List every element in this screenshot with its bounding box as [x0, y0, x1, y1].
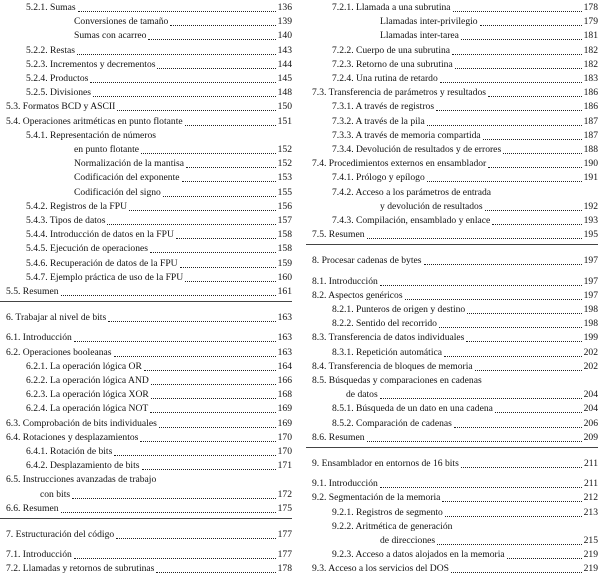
dot-leader	[180, 266, 276, 268]
dot-leader	[93, 95, 276, 97]
toc-entry-title: 6.3. Comprobación de bits individuales	[6, 417, 157, 429]
toc-entry[interactable]	[6, 502, 292, 516]
toc-entry-title: 5.2.3. Incrementos y decrementos	[26, 58, 156, 70]
toc-entry-title: 7.4. Procedimientos externos en ensamblador	[312, 158, 487, 170]
toc-page-number: 166	[277, 375, 292, 386]
toc-entry-title: 6.4.1. Rotación de bits	[26, 446, 113, 457]
toc-entry-title: de direcciones	[380, 535, 436, 546]
toc-entry[interactable]	[6, 100, 292, 114]
toc-entry-title: 6.4.2. Desplazamiento de bits	[26, 460, 140, 472]
toc-entry-title: 9.1. Introducción	[312, 478, 378, 490]
toc-entry[interactable]	[312, 289, 598, 303]
dot-leader	[440, 81, 582, 83]
toc-page-number: 175	[277, 502, 292, 514]
toc-entry-title: 7.2. Llamadas y retornos de subrutinas	[6, 563, 155, 575]
dot-leader	[380, 397, 582, 399]
toc-page-number: 163	[277, 312, 292, 324]
toc-entry[interactable]	[332, 58, 598, 72]
dot-leader	[427, 180, 582, 182]
dot-leader	[78, 10, 276, 12]
dot-leader	[108, 320, 275, 322]
dot-leader	[380, 284, 582, 286]
toc-entry[interactable]	[26, 1, 292, 15]
toc-entry[interactable]	[26, 402, 292, 416]
toc-entry[interactable]	[26, 214, 292, 228]
toc-page-number: 198	[583, 304, 598, 315]
toc-entry[interactable]	[332, 115, 598, 129]
toc-entry[interactable]	[312, 360, 598, 374]
toc-page-number: 197	[583, 275, 598, 287]
toc-chapter[interactable]	[6, 311, 292, 325]
toc-page-number: 191	[583, 172, 598, 184]
toc-page-number: 181	[583, 30, 598, 42]
toc-entry-title: 9.2.2. Aritmética de generación	[332, 520, 453, 532]
toc-entry-title: 9.3. Acceso a los servicios del DOS	[312, 563, 449, 575]
toc-entry-title: 7.3.2. A través de la pila	[332, 115, 425, 127]
toc-entry[interactable]	[332, 317, 598, 331]
toc-entry-title: 9.2. Segmentación de la memoria	[312, 492, 441, 504]
toc-page-number: 187	[583, 115, 598, 127]
toc-page-number: 193	[583, 215, 598, 226]
toc-entry[interactable]	[312, 477, 598, 491]
toc-entry-title: 5.2.1. Sumas	[26, 2, 76, 13]
toc-page-number: 197	[583, 289, 598, 301]
toc-page-number: 169	[277, 417, 292, 429]
toc-page-number: 183	[583, 73, 598, 84]
toc-page-number: 172	[277, 488, 292, 500]
toc-entry-title: en punto flotante	[74, 144, 140, 155]
toc-page-number: 178	[583, 2, 598, 13]
dot-leader	[424, 263, 582, 265]
dot-leader	[77, 53, 276, 55]
toc-entry-title: 8.4. Transferencia de bloques de memoria	[312, 360, 473, 372]
toc-entry-title: 7.5. Resumen	[312, 229, 365, 241]
toc-entry-title: 9.2.1. Registros de segmento	[332, 506, 443, 518]
toc-page-number: 139	[277, 16, 292, 28]
toc-entry-title: 5.3. Formatos BCD y ASCII	[6, 101, 116, 113]
toc-entry[interactable]	[6, 548, 292, 562]
toc-entry-title: 5.4.1. Representación de números	[26, 129, 157, 141]
toc-entry[interactable]	[26, 445, 292, 459]
toc-entry[interactable]	[332, 186, 598, 200]
dot-leader	[176, 237, 276, 239]
toc-entry-title: 5.4.2. Registros de la FPU	[26, 200, 128, 212]
toc-page-number: 187	[583, 129, 598, 141]
toc-page-number: 170	[277, 431, 292, 443]
dot-leader	[74, 340, 276, 342]
dot-leader	[453, 10, 582, 12]
toc-page-number: 158	[277, 243, 292, 255]
dot-leader	[114, 355, 276, 357]
toc-entry[interactable]	[332, 548, 598, 562]
dot-leader	[185, 280, 275, 282]
toc-entry-title: Conversiones de tamaño	[74, 16, 169, 28]
toc-entry-title: 7.4.3. Compilación, ensamblado y enlace	[332, 215, 491, 226]
toc-page-number: 209	[583, 431, 598, 443]
dot-leader	[170, 24, 275, 26]
toc-page-number: 219	[583, 563, 598, 575]
toc-entry-title: 8.6. Resumen	[312, 431, 365, 443]
toc-entry-title: 7.2.3. Retorno de una subrutina	[332, 58, 453, 70]
dot-leader	[129, 209, 276, 211]
toc-entry[interactable]	[332, 72, 598, 86]
toc-page-number: 188	[583, 144, 598, 155]
toc-page-number: 206	[583, 417, 598, 429]
toc-entry[interactable]	[40, 488, 292, 502]
toc-entry-title: 6.5. Instrucciones avanzadas de trabajo	[6, 474, 157, 486]
dot-leader	[445, 515, 582, 517]
chapter-divider	[306, 244, 598, 245]
toc-page-number: 148	[277, 87, 292, 99]
toc-entry[interactable]	[332, 520, 598, 534]
dot-leader	[475, 369, 582, 371]
toc-page-number: 163	[277, 332, 292, 344]
toc-entry[interactable]	[26, 388, 292, 402]
toc-entry-title: 7.2.1. Llamada a una subrutina	[332, 2, 451, 13]
toc-entry[interactable]	[380, 534, 598, 548]
toc-entry[interactable]	[26, 459, 292, 473]
toc-page-number: 150	[277, 101, 292, 113]
toc-entry[interactable]	[6, 417, 292, 431]
toc-entry-title: con bits	[40, 488, 71, 500]
toc-page-number: 152	[277, 144, 292, 155]
chapter-divider	[0, 518, 292, 519]
toc-page-number: 164	[277, 360, 292, 372]
dot-leader	[503, 152, 581, 154]
toc-entry-title: 5.2.4. Productos	[26, 73, 89, 84]
toc-page-number: 171	[277, 460, 292, 472]
toc-chapter[interactable]	[312, 457, 598, 471]
toc-entry-title: 8.2.2. Sentido del recorrido	[332, 318, 437, 330]
toc-entry[interactable]	[312, 562, 598, 576]
toc-entry-title: Llamadas inter-privilegio	[380, 16, 478, 28]
dot-leader	[367, 237, 582, 239]
toc-page-number: 192	[583, 200, 598, 212]
toc-entry-title: 7.3. Transferencia de parámetros y resultados	[312, 87, 486, 99]
toc-entry[interactable]	[312, 374, 598, 388]
toc-entry[interactable]	[332, 402, 598, 416]
toc-entry[interactable]	[26, 228, 292, 242]
toc-entry[interactable]	[380, 15, 598, 29]
toc-entry[interactable]	[6, 473, 292, 487]
dot-leader	[90, 81, 275, 83]
toc-entry-title: 8.5.1. Búsqueda de un dato en una cadena	[332, 403, 493, 415]
toc-entry[interactable]	[6, 115, 292, 129]
dot-leader	[380, 486, 582, 488]
toc-page-number: 198	[583, 318, 598, 330]
dot-leader	[466, 340, 581, 342]
toc-entry-title: 6.1. Introducción	[6, 332, 72, 344]
toc-page-number: 151	[277, 115, 292, 127]
dot-leader	[182, 180, 276, 182]
dot-leader	[442, 500, 581, 502]
toc-page-number: 158	[277, 229, 292, 241]
toc-page-number: 186	[583, 101, 598, 113]
toc-entry-title: 9.2.3. Acceso a datos alojados en la memoria	[332, 549, 505, 561]
toc-entry[interactable]	[380, 29, 598, 43]
toc-entry[interactable]	[26, 360, 292, 374]
dot-leader	[151, 397, 276, 399]
toc-entry[interactable]	[74, 186, 292, 200]
toc-page-number: 211	[583, 458, 598, 469]
toc-page-number: 186	[583, 87, 598, 99]
toc-entry-title: 5.4.6. Recuperación de datos de la FPU	[26, 257, 178, 269]
toc-entry-title: Sumas con acarreo	[74, 30, 147, 42]
toc-entry[interactable]	[6, 431, 292, 445]
toc-page-number: 152	[277, 158, 292, 170]
toc-page-number: 143	[277, 44, 292, 56]
dot-leader	[74, 557, 276, 559]
dot-leader	[367, 440, 582, 442]
toc-entry[interactable]	[332, 44, 598, 58]
dot-leader	[114, 454, 275, 456]
toc-entry[interactable]	[332, 417, 598, 431]
dot-leader	[488, 166, 581, 168]
toc-entry[interactable]	[74, 157, 292, 171]
toc-page-number: 168	[277, 389, 292, 401]
toc-entry-title: 5.2.2. Restas	[26, 44, 76, 56]
toc-entry-title: y devolución de resultados	[380, 200, 483, 212]
dot-leader	[107, 223, 275, 225]
dot-leader	[452, 53, 582, 55]
toc-page-number: 182	[583, 44, 598, 56]
toc-entry[interactable]	[332, 1, 598, 15]
dot-leader	[405, 298, 582, 300]
toc-entry[interactable]	[6, 331, 292, 345]
toc-entry[interactable]	[332, 506, 598, 520]
toc-entry[interactable]	[26, 86, 292, 100]
toc-entry-title: 5.5. Resumen	[6, 286, 59, 297]
toc-entry-title: 7.2.2. Cuerpo de una subrutina	[332, 44, 451, 56]
dot-leader	[427, 124, 582, 126]
chapter-divider	[0, 301, 292, 302]
dot-leader	[140, 440, 275, 442]
toc-entry-title: 6.2.4. La operación lógica NOT	[26, 403, 149, 415]
toc-entry[interactable]	[74, 15, 292, 29]
dot-leader	[142, 468, 276, 470]
toc-entry-title: 6. Trabajar al nivel de bits	[6, 312, 107, 324]
toc-entry-title: 7. Estructuración del código	[6, 529, 115, 540]
toc-page-number: 144	[277, 58, 292, 70]
toc-page-number: 153	[277, 172, 292, 184]
toc-entry[interactable]	[26, 374, 292, 388]
dot-leader	[454, 426, 582, 428]
dot-leader	[163, 195, 276, 197]
toc-entry-title: 5.4.4. Introducción de datos en la FPU	[26, 229, 174, 241]
toc-entry-title: 6.2.3. La operación lógica XOR	[26, 389, 149, 401]
dot-leader	[185, 124, 276, 126]
toc-page-number: 161	[277, 286, 292, 297]
toc-page-number: 157	[277, 215, 292, 226]
toc-entry-title: 6.2.1. La operación lógica OR	[26, 360, 142, 372]
toc-page-number: 182	[583, 58, 598, 70]
toc-page-number: 160	[277, 271, 292, 283]
toc-entry[interactable]	[6, 346, 292, 360]
toc-entry-title: 8.5.2. Comparación de cadenas	[332, 417, 452, 429]
dot-leader	[483, 138, 582, 140]
toc-page-number: 179	[583, 16, 598, 28]
toc-page-number: 140	[277, 30, 292, 42]
dot-leader	[150, 411, 275, 413]
toc-entry-title: 8.2.1. Punteros de origen y destino	[332, 304, 466, 315]
dot-leader	[467, 312, 581, 314]
toc-entry[interactable]	[312, 157, 598, 171]
toc-entry-title: 8.3. Transferencia de datos individuales	[312, 332, 465, 344]
toc-entry-title: 7.1. Introducción	[6, 549, 72, 561]
toc-entry[interactable]	[74, 171, 292, 185]
toc-entry[interactable]	[332, 143, 598, 157]
dot-leader	[61, 511, 276, 513]
dot-leader	[461, 466, 582, 468]
toc-entry-title: de datos	[346, 389, 378, 401]
dot-leader	[495, 411, 582, 413]
dot-leader	[157, 67, 275, 69]
toc-entry[interactable]	[312, 228, 598, 242]
toc-entry[interactable]	[332, 171, 598, 185]
toc-page-number: 155	[277, 186, 292, 198]
toc-entry-title: 8. Procesar cadenas de bytes	[312, 255, 422, 267]
toc-entry-title: 8.2. Aspectos genéricos	[312, 289, 403, 301]
dot-leader	[144, 369, 276, 371]
toc-entry[interactable]	[312, 331, 598, 345]
toc-entry[interactable]	[332, 214, 598, 228]
toc-entry[interactable]	[26, 44, 292, 58]
dot-leader	[72, 497, 275, 499]
toc-page-number: 159	[277, 257, 292, 269]
toc-entry[interactable]	[332, 346, 598, 360]
toc-entry-title: 7.2.4. Una rutina de retardo	[332, 73, 438, 84]
toc-entry[interactable]	[332, 303, 598, 317]
dot-leader	[156, 571, 275, 573]
toc-entry[interactable]	[312, 275, 598, 289]
toc-entry[interactable]	[26, 200, 292, 214]
toc-page-number: 211	[583, 478, 598, 490]
toc-entry-title: 6.4. Rotaciones y desplazamientos	[6, 431, 139, 443]
toc-page-number: 169	[277, 403, 292, 415]
dot-leader	[461, 38, 582, 40]
toc-entry[interactable]	[6, 285, 292, 299]
toc-page-number: 213	[583, 506, 598, 518]
dot-leader	[507, 557, 582, 559]
toc-entry-title: 8.3.1. Repetición automática	[332, 346, 443, 358]
toc-page-number: 204	[583, 403, 598, 415]
toc-entry-title: Codificación del exponente	[74, 172, 180, 184]
toc-entry[interactable]	[26, 271, 292, 285]
toc-entry-title: 9. Ensamblador en entornos de 16 bits	[312, 458, 459, 469]
toc-entry-title: Normalización de la mantisa	[74, 158, 185, 170]
dot-leader	[444, 355, 582, 357]
toc-chapter[interactable]	[312, 254, 598, 268]
toc-entry-title: 5.4. Operaciones aritméticas en punto flotante	[6, 115, 183, 127]
toc-page-number: 177	[277, 549, 292, 561]
toc-entry[interactable]	[26, 129, 292, 143]
toc-entry[interactable]	[26, 242, 292, 256]
toc-page-number: 136	[277, 2, 292, 13]
toc-entry[interactable]	[332, 129, 598, 143]
toc-entry-title: 7.4.2. Acceso a los parámetros de entrada	[332, 186, 492, 198]
toc-entry[interactable]	[74, 143, 292, 157]
dot-leader	[151, 383, 276, 385]
toc-entry[interactable]	[26, 72, 292, 86]
toc-page-number: 190	[583, 158, 598, 170]
toc-entry-title: 6.6. Resumen	[6, 502, 59, 514]
dot-leader	[480, 24, 582, 26]
dot-leader	[455, 67, 582, 69]
toc-entry-title: 6.2.2. La operación lógica AND	[26, 375, 149, 386]
toc-page-number: 145	[277, 73, 292, 84]
dot-leader	[148, 38, 275, 40]
dot-leader	[451, 571, 582, 573]
toc-page-number: 195	[583, 229, 598, 241]
toc-entry[interactable]	[332, 100, 598, 114]
toc-page-number: 163	[277, 346, 292, 358]
toc-entry-title: 8.5. Búsquedas y comparaciones en cadenas	[312, 375, 482, 386]
dot-leader	[186, 166, 276, 168]
toc-entry-title: 7.3.1. A través de registros	[332, 101, 435, 113]
dot-leader	[492, 223, 581, 225]
dot-leader	[117, 109, 275, 111]
toc-entry-title: 5.4.5. Ejecución de operaciones	[26, 243, 149, 255]
toc-entry[interactable]	[74, 29, 292, 43]
toc-chapter[interactable]	[6, 528, 292, 542]
dot-leader	[436, 109, 582, 111]
toc-entry-title: 5.4.7. Ejemplo práctica de uso de la FPU	[26, 271, 184, 283]
dot-leader	[439, 326, 582, 328]
chapter-divider	[306, 447, 598, 448]
toc-entry-title: 5.2.5. Divisiones	[26, 87, 92, 99]
toc-entry-title: 7.3.3. A través de memoria compartida	[332, 129, 481, 141]
toc-page-number: 202	[583, 346, 598, 358]
toc-entry-title: 6.2. Operaciones booleanas	[6, 346, 112, 358]
toc-entry-title: 5.4.3. Tipos de datos	[26, 215, 106, 226]
toc-page-number: 199	[583, 332, 598, 344]
toc-page-number: 177	[277, 529, 292, 540]
toc-page-number: 170	[277, 446, 292, 457]
dot-leader	[437, 543, 581, 545]
toc-entry[interactable]	[312, 491, 598, 505]
toc-entry-title: Codificación del signo	[74, 186, 161, 198]
toc-page-number: 178	[277, 563, 292, 575]
toc-entry[interactable]	[380, 200, 598, 214]
toc-entry[interactable]	[26, 257, 292, 271]
dot-leader	[116, 537, 275, 539]
toc-page-number: 204	[583, 389, 598, 401]
toc-entry-title: Llamadas inter-tarea	[380, 30, 459, 42]
toc-entry-title: 8.1. Introducción	[312, 275, 378, 287]
toc-page-number: 202	[583, 360, 598, 372]
toc-page-number: 219	[583, 549, 598, 561]
dot-leader	[488, 95, 582, 97]
dot-leader	[485, 209, 582, 211]
toc-entry-title: 7.3.4. Devolución de resultados y de errores	[332, 144, 502, 155]
toc-entry[interactable]	[26, 58, 292, 72]
toc-entry[interactable]	[6, 562, 292, 576]
toc-page-number: 156	[277, 200, 292, 212]
toc-entry[interactable]	[312, 431, 598, 445]
dot-leader	[159, 426, 276, 428]
toc-page-number: 197	[583, 255, 598, 267]
toc-page-number: 212	[583, 492, 598, 504]
toc-entry[interactable]	[312, 86, 598, 100]
dot-leader	[61, 294, 276, 296]
toc-page-number: 215	[583, 535, 598, 546]
toc-entry[interactable]	[346, 388, 598, 402]
dot-leader	[141, 152, 276, 154]
dot-leader	[150, 251, 276, 253]
toc-entry-title: 7.4.1. Prólogo y epílogo	[332, 172, 425, 184]
